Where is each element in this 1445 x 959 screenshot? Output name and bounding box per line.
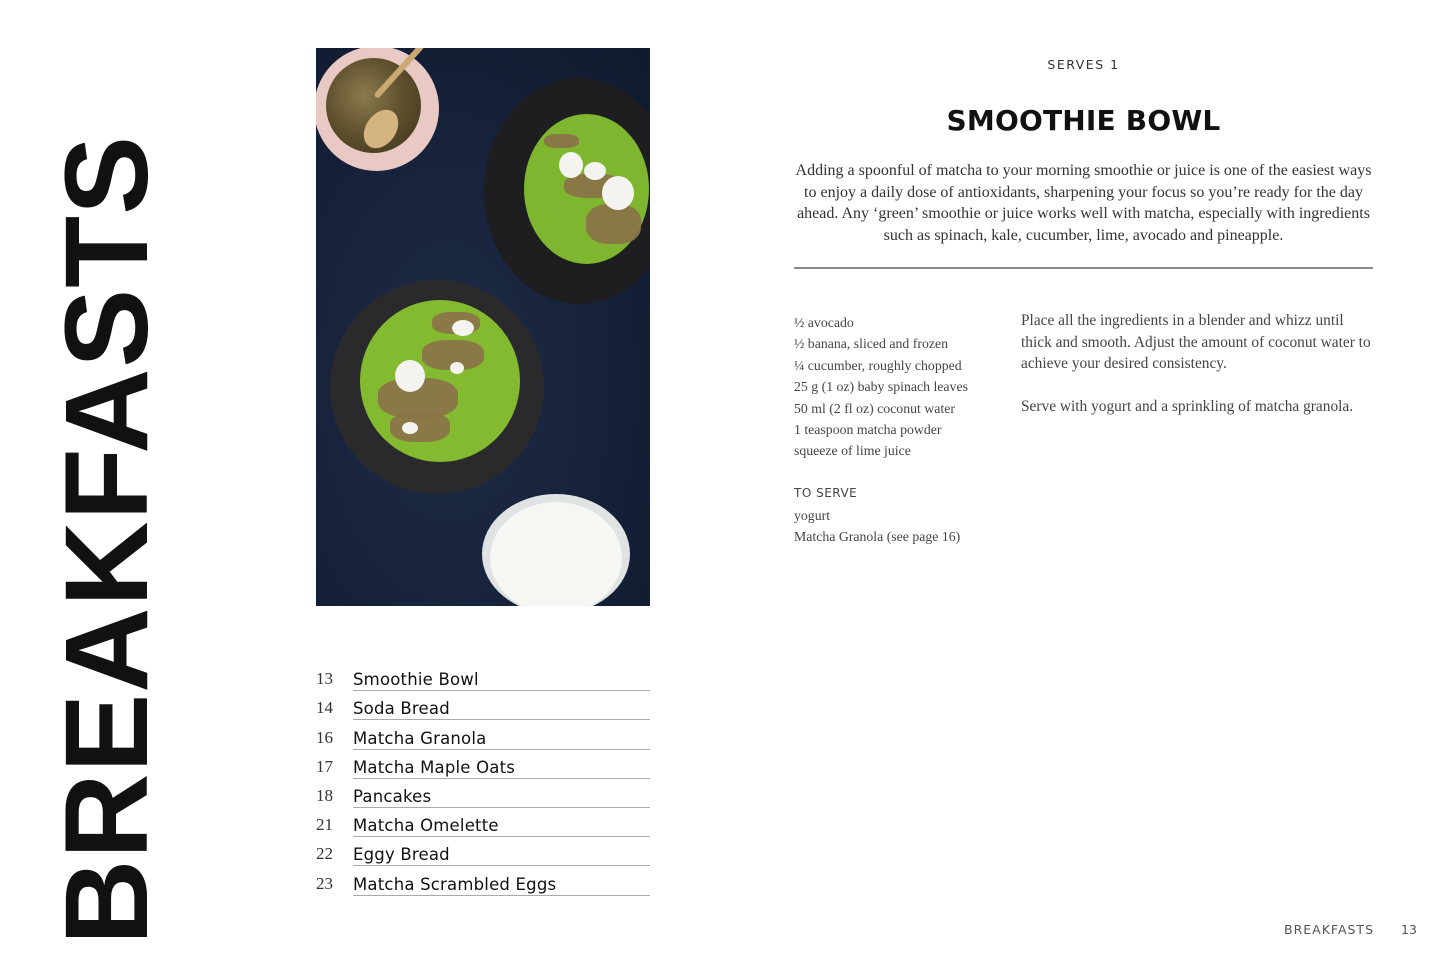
toc-page-number: 16 (316, 727, 333, 747)
to-serve-heading: TO SERVE (794, 486, 858, 501)
toc-item-title: Soda Bread (353, 699, 650, 720)
recipe-intro: Adding a spoonful of matcha to your morning smoothie or juice is one of the easiest ways to enjoy a daily dose of antioxidants, sharpening your focus so you’re ready for the day ahead. Any ‘green’ smoothie or juice works well with matcha, especially with ingredients such as spinach, kale, cucumber, lime, avocado and pineapple. (795, 162, 1372, 244)
toc-item[interactable] (316, 720, 650, 749)
toc-item-title: Matcha Omelette (353, 816, 650, 837)
yogurt-bowl (482, 494, 630, 606)
toc-item[interactable] (316, 662, 650, 691)
method-step: Serve with yogurt and a sprinkling of matcha granola. (1021, 398, 1354, 415)
toc-item-title: Eggy Bread (353, 845, 650, 866)
toc-item[interactable] (316, 808, 650, 837)
ingredient-item: ½ avocado (794, 315, 854, 330)
toc-item-title: Pancakes (353, 787, 650, 808)
serve-item: Matcha Granola (see page 16) (794, 529, 961, 545)
running-footer-section: BREAKFASTS (1284, 922, 1375, 937)
toc-item[interactable] (316, 750, 650, 779)
toc-page-number: 13 (316, 669, 333, 689)
ingredient-item: 50 ml (2 fl oz) coconut water (794, 400, 955, 416)
smoothie-bowl-top (484, 78, 650, 304)
page-number: 13 (1401, 922, 1417, 937)
toc-page-number: 14 (316, 698, 333, 718)
toc-page-number: 23 (316, 873, 333, 893)
toc-item-title: Smoothie Bowl (353, 670, 650, 691)
ingredient-item: ¼ cucumber, roughly chopped (794, 357, 962, 373)
spacer (794, 462, 1004, 483)
toc-page-number: 18 (316, 785, 333, 805)
chapter-contents-list (316, 662, 650, 896)
toc-item[interactable] (316, 837, 650, 866)
smoothie-bowl-bottom (330, 280, 544, 494)
serve-item: yogurt (794, 507, 831, 523)
ingredient-item: 25 g (1 oz) baby spinach leaves (794, 379, 968, 395)
toc-item[interactable] (316, 691, 650, 720)
granola-bowl (316, 48, 439, 171)
ingredient-item: 1 teaspoon matcha powder (794, 422, 942, 438)
toc-item-title: Matcha Granola (353, 729, 650, 750)
toc-item[interactable] (316, 866, 650, 895)
toc-page-number: 17 (316, 756, 333, 776)
method-text (1021, 310, 1375, 439)
chapter-title-text: BREAKFASTS (41, 135, 173, 945)
toc-item-title: Matcha Scrambled Eggs (353, 875, 650, 896)
toc-page-number: 22 (316, 844, 333, 864)
ingredient-item: squeeze of lime juice (794, 443, 911, 459)
toc-item[interactable] (316, 779, 650, 808)
method-step: Place all the ingredients in a blender and whizz until thick and smooth. Adjust the amount of coconut water to achieve your desired consistency. (1021, 312, 1371, 372)
divider-rule (794, 267, 1373, 269)
recipe-title: SMOOTHIE BOWL (946, 104, 1221, 137)
ingredients-list (794, 312, 1004, 547)
ingredient-item: ½ banana, sliced and frozen (794, 336, 948, 352)
serves-label: SERVES 1 (1047, 57, 1120, 72)
toc-item-title: Matcha Maple Oats (353, 758, 650, 779)
toc-page-number: 21 (316, 815, 333, 835)
recipe-photo (316, 48, 650, 606)
chapter-vertical-title (41, 135, 173, 945)
